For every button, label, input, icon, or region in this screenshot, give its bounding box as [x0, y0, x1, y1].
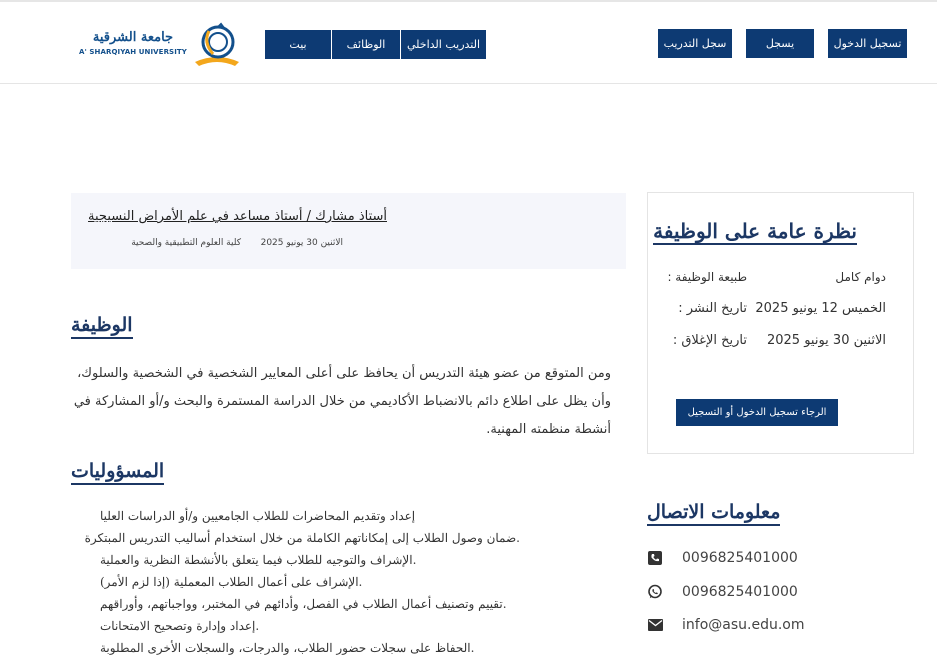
list-item: إعداد وتقديم المحاضرات للطلاب الجامعيين و/أو الدراسات العليا: [100, 509, 416, 523]
training-register-button[interactable]: سجل التدريب: [658, 29, 732, 58]
responsibilities-heading: المسؤوليات: [71, 460, 164, 485]
overview-heading: نظرة عامة على الوظيفة: [653, 219, 857, 243]
nav-home[interactable]: بيت: [265, 30, 331, 59]
list-item: .ضمان وصول الطلاب إلى إمكاناتهم الكاملة من خلال استخدام أساليب التدريس المبتكرة: [84, 531, 520, 545]
job-description: ومن المتوقع من عضو هيئة التدريس أن يحافظ على أعلى المعايير الشخصية في الشخصية والسلوك، وأن يظل على اطلاع دائم بالانضباط الأكاديمي من خلال الدراسة المستمرة والبحث و/أو المشاركة في أنشطة منظمته المهنية.: [73, 366, 611, 437]
register-button[interactable]: يسجل: [746, 29, 814, 58]
nav-jobs[interactable]: الوظائف: [332, 30, 400, 59]
list-item: .الإشراف على أعمال الطلاب المعملية (إذا لزم الأمر): [100, 575, 363, 589]
responsibilities-list: [84, 505, 520, 658]
job-section-heading: الوظيفة: [71, 314, 133, 339]
main-nav: [265, 30, 486, 59]
list-item: .الحفاظ على سجلات حضور الطلاب، والدرجات، والسجلات الأخرى المطلوبة: [100, 641, 475, 655]
email-address: info@asu.edu.om: [682, 617, 805, 633]
job-overview-panel: [647, 192, 914, 454]
whatsapp-number: 0096825401000: [682, 584, 798, 600]
job-nature-label: طبيعة الوظيفة :: [667, 270, 747, 284]
university-logo[interactable]: [74, 22, 246, 68]
list-item: .إعداد وإدارة وتصحيح الامتحانات: [100, 619, 260, 633]
logo-emblem-icon: [191, 22, 243, 68]
logo-english-text: A' SHARQIYAH UNIVERSITY: [79, 48, 187, 56]
site-header: [0, 2, 937, 84]
logo-arabic-text: جامعة الشرقية: [92, 30, 174, 45]
contact-email[interactable]: [647, 615, 804, 635]
login-or-register-button[interactable]: الرجاء تسجيل الدخول أو التسجيل: [676, 399, 838, 426]
job-nature-value: دوام كامل: [835, 270, 886, 284]
contact-phone[interactable]: [647, 548, 798, 568]
contact-heading: معلومات الاتصال: [647, 501, 780, 526]
closing-date-value: الاثنين 30 يونيو 2025: [766, 333, 886, 348]
contact-whatsapp[interactable]: [647, 582, 798, 602]
envelope-icon: [647, 617, 663, 633]
phone-icon: [647, 550, 663, 566]
job-date: الاثنين 30 يونيو 2025: [260, 238, 343, 248]
job-college: كلية العلوم التطبيقية والصحية: [131, 238, 241, 248]
nav-internal-training[interactable]: التدريب الداخلي: [401, 30, 486, 59]
list-item: .الإشراف والتوجيه للطلاب فيما يتعلق بالأنشطة النظرية والعملية: [100, 553, 417, 567]
phone-number: 0096825401000: [682, 550, 798, 566]
job-title-link[interactable]: أستاذ مشارك / أستاذ مساعد في علم الأمراض النسيجية: [88, 209, 387, 224]
login-button[interactable]: تسجيل الدخول: [828, 29, 907, 58]
list-item: .تقييم وتصنيف أعمال الطلاب في الفصل، وأدائهم في المختبر، وواجباتهم، وأوراقهم: [100, 597, 507, 611]
posted-date-label: تاريخ النشر :: [678, 301, 747, 316]
job-summary-card: [71, 193, 626, 269]
closing-date-label: تاريخ الإغلاق :: [672, 333, 747, 348]
whatsapp-icon: [647, 584, 663, 600]
posted-date-value: الخميس 12 يونيو 2025: [755, 301, 886, 316]
